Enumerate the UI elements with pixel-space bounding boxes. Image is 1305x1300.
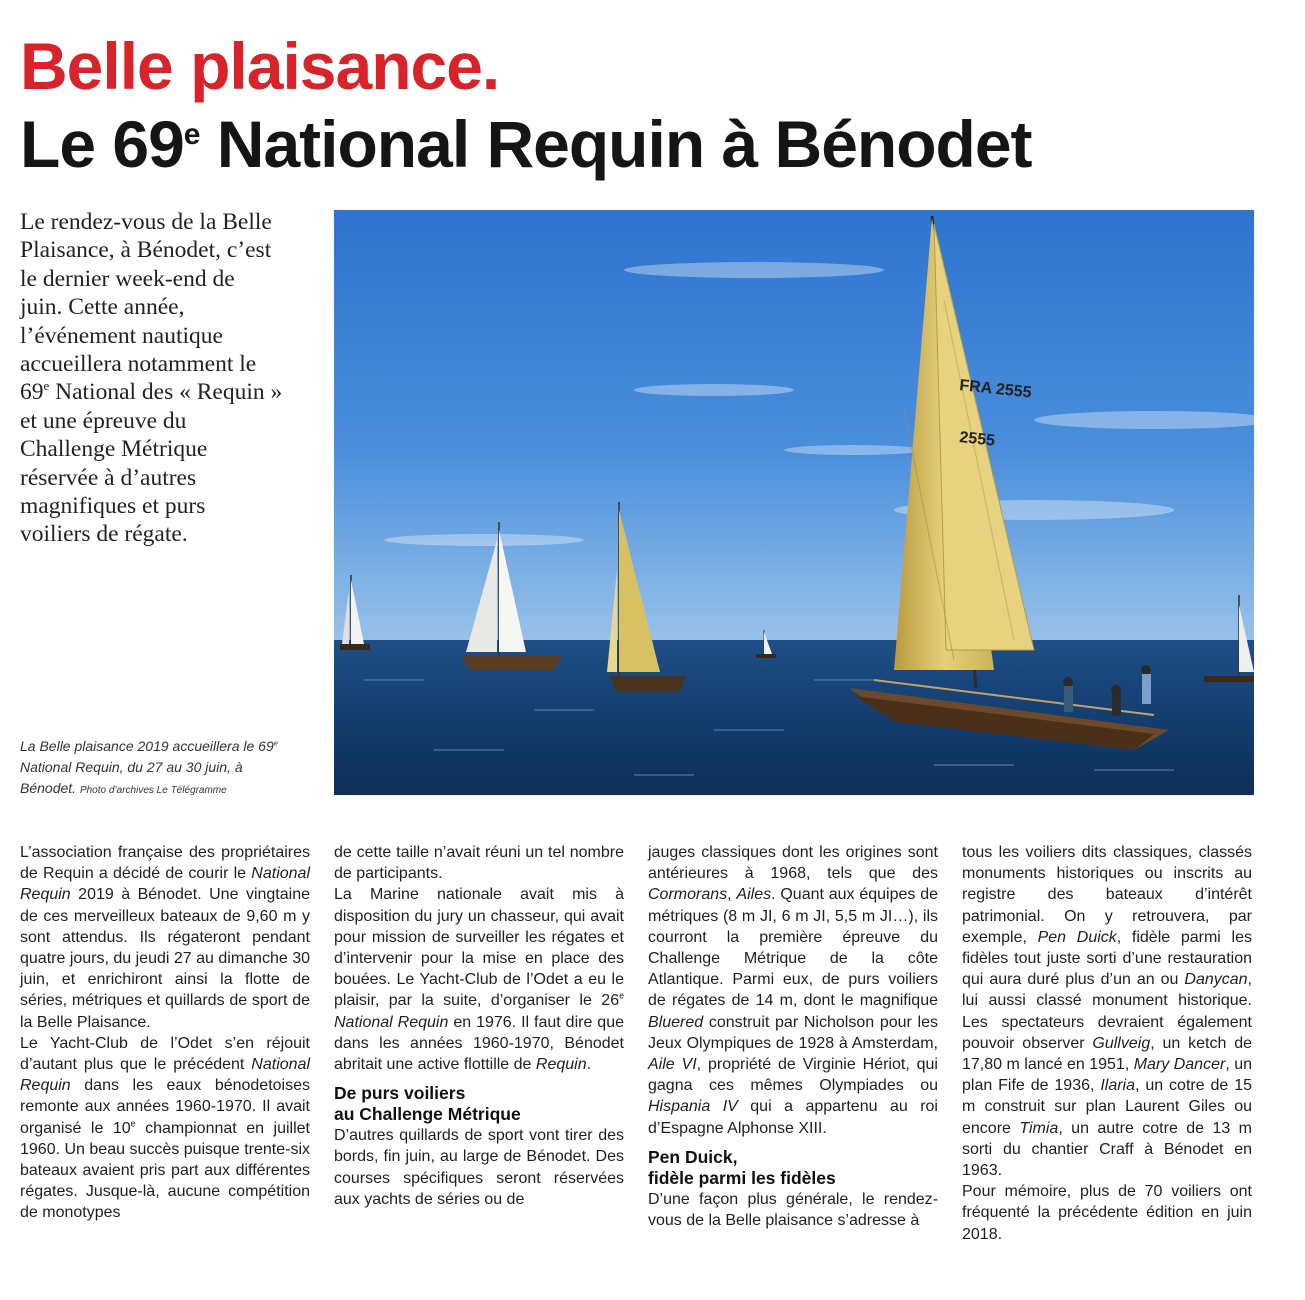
text-emphasis: Danycan	[1184, 971, 1248, 989]
text-emphasis: Mary Dancer	[1133, 1056, 1226, 1074]
article-column-1	[20, 842, 310, 1224]
text-emphasis: Requin	[535, 1056, 587, 1074]
text-run: , propriété de Virginie Hériot, qui gagna ces mêmes Olympiades ou	[648, 1056, 938, 1095]
text-emphasis: National Requin	[334, 1013, 449, 1031]
subheading-pen-duick	[648, 1147, 938, 1189]
sail-number: FRA 2555	[958, 377, 1033, 402]
lead-line: juin. Cette année,	[20, 294, 185, 321]
caption-superscript: e	[273, 738, 279, 748]
text-run: .	[586, 1056, 592, 1074]
text-run: jauges classiques dont les origines sont antérieures à 1968, tels que des	[648, 844, 938, 883]
caption-text: Bénodet.	[20, 780, 77, 796]
text-run: en 1976. Il faut dire que dans les années 1960-1970, Bénodet abritait une active flottille de	[334, 1013, 624, 1074]
text-run: 2019 à Bénodet. Une vingtaine de ces merveilleux bateaux de 9,60 m y sont attendus. Ils régateront pendant quatre jours, du jeudi 27 au dimanche 30 juin, et enrichiront ainsi la flotte de séries, métriques et quillards de sport de la Belle Plaisance.	[20, 886, 310, 1031]
paragraph	[20, 842, 310, 1033]
paragraph	[20, 1033, 310, 1224]
lead-line: voiliers de régate.	[20, 521, 188, 548]
text-emphasis: Cormorans	[648, 886, 728, 904]
photo-credit: Photo d’archives Le Télégramme	[79, 785, 227, 796]
subheading-challenge-metrique	[334, 1083, 624, 1125]
text-run: L’association française des propriétaires de Requin a décidé de courir le	[20, 844, 310, 883]
kicker: Belle plaisance.	[20, 29, 500, 103]
paragraph: D’autres quillards de sport vont tirer des bords, fin juin, au large de Bénodet. Des courses spécifiques seront réservées aux yachts de séries ou de	[334, 1127, 624, 1208]
subheading-line: fidèle parmi les fidèles	[648, 1167, 836, 1188]
caption-line: National Requin, du 27 au 30 juin, à	[20, 759, 243, 775]
lead-line: Le rendez-vous de la Belle	[20, 209, 272, 235]
text-run: . Quant aux équipes de métriques (8 m JI, 6 m JI, 5,5 m JI…), ils courront la première épreuve du Challenge Métrique de la côte Atlantique. Parmi eux, de purs voiliers de régates de 14 m, dont le magnifique	[648, 886, 939, 1010]
photo-caption	[20, 736, 320, 801]
text-emphasis: Timia	[1019, 1119, 1059, 1137]
text-emphasis: Gullveig	[1092, 1034, 1151, 1052]
caption-text: La Belle plaisance 2019 accueillera le 69	[20, 738, 274, 754]
sail-number-2: 2555	[958, 429, 996, 450]
article-column-4	[962, 842, 1252, 1245]
text-superscript: e	[130, 1118, 136, 1129]
text-run: La Marine nationale avait mis à disposition du jury un chasseur, qui avait pour mission de surveiller les régates et d’intervenir pour la mise en place des bouées. Le Yacht-Club de l’Odet a eu le plaisir, par la suite, d’organiser le 26	[334, 886, 624, 1010]
lead-line: Challenge Métrique	[20, 436, 208, 463]
lead-line: le dernier week-end de	[20, 265, 235, 292]
text-run: dans les eaux bénodetoises remonte aux années 1960-1970. Il avait organisé le 10	[20, 1077, 310, 1137]
text-emphasis: Aile VI	[648, 1056, 697, 1074]
paragraph: D’une façon plus générale, le rendez-vous de la Belle plaisance s’adresse à	[648, 1190, 938, 1230]
lead-line: Plaisance, à Bénodet, c’est	[20, 237, 272, 264]
article-column-3	[648, 842, 938, 1231]
headline-part2: National Requin à Bénodet	[199, 107, 1032, 181]
text-emphasis: National Requin	[20, 865, 310, 904]
text-run: construit par Nicholson pour les Jeux Olympiques de 1928 à Amsterdam,	[648, 1013, 938, 1052]
lead-line	[20, 378, 316, 406]
lead-line-part: National des « Requin »	[49, 379, 283, 406]
headline	[20, 104, 1032, 184]
lead-line: accueillera notamment le	[20, 351, 257, 378]
article-column-2	[334, 842, 624, 1210]
paragraph	[648, 842, 938, 1139]
caption-line	[20, 778, 320, 801]
text-run: tous les voiliers dits classiques, classés monuments historiques ou inscrits au registre des bateaux d’intérêt patrimonial. On y retrouvera, par exemple,	[962, 844, 1252, 946]
text-run: , lui aussi classé monument historique. Les spectateurs devraient également pouvoir observer	[962, 971, 1252, 1052]
subheading-line: De purs voiliers	[334, 1083, 466, 1104]
text-run: , un ketch de 17,80 m lancé en 1951,	[962, 1034, 1252, 1074]
text-run: , un plan Fife de 1936,	[962, 1056, 1253, 1095]
text-emphasis: National Requin	[20, 1056, 310, 1095]
lead-line: et une épreuve du	[20, 407, 187, 434]
text-emphasis: Bluered	[648, 1013, 704, 1031]
text-emphasis: Pen Duick	[1037, 928, 1117, 946]
text-emphasis: Ailes	[736, 886, 772, 904]
text-superscript: e	[619, 991, 624, 1002]
lead-line: magnifiques et purs	[20, 493, 206, 520]
lead-line: l’événement nautique	[20, 322, 223, 349]
paragraph: Pour mémoire, plus de 70 voiliers ont fréquenté la précédente édition en juin 2018.	[962, 1183, 1252, 1243]
lead-line: réservée à d’autres	[20, 464, 197, 491]
sailboats-illustration	[334, 210, 1254, 795]
paragraph	[334, 884, 624, 1075]
text-run: , fidèle parmi les fidèles tout juste sorti d’une restauration qui aura duré plus d’un an ou	[962, 928, 1252, 989]
text-emphasis: Ilaria	[1100, 1077, 1136, 1095]
caption-line	[20, 736, 320, 757]
text-run: , un cotre de 15 m construit sur plan Laurent Giles ou encore	[962, 1077, 1252, 1137]
lead-line-part: 69	[20, 379, 44, 406]
text-run: ,	[727, 886, 737, 904]
text-run: , un autre cotre de 13 m sorti du chantier Craff à Bénodet en 1963.	[962, 1119, 1252, 1180]
text-run: qui a appartenu au roi d’Espagne Alphonse XIII.	[648, 1098, 938, 1137]
lead-paragraph	[20, 208, 316, 549]
text-emphasis: Hispania IV	[648, 1098, 738, 1116]
subheading-line: au Challenge Métrique	[334, 1104, 521, 1125]
subheading-line: Pen Duick,	[648, 1146, 738, 1167]
headline-superscript: e	[183, 118, 200, 151]
text-run: championnat en juillet 1960. Un beau succès puisque trente-six bateaux avaient pris part aux différentes régates. Jusque-là, aucune compétition de monotypes	[20, 1119, 311, 1222]
paragraph: de cette taille n’avait réuni un tel nombre de participants.	[334, 844, 624, 883]
paragraph	[962, 842, 1252, 1181]
text-run: Le Yacht-Club de l’Odet s’en réjouit d’autant plus que le précédent	[20, 1034, 310, 1074]
headline-part1: Le 69	[20, 107, 184, 181]
sailboats-photo	[334, 210, 1254, 795]
lead-superscript: e	[43, 378, 50, 394]
